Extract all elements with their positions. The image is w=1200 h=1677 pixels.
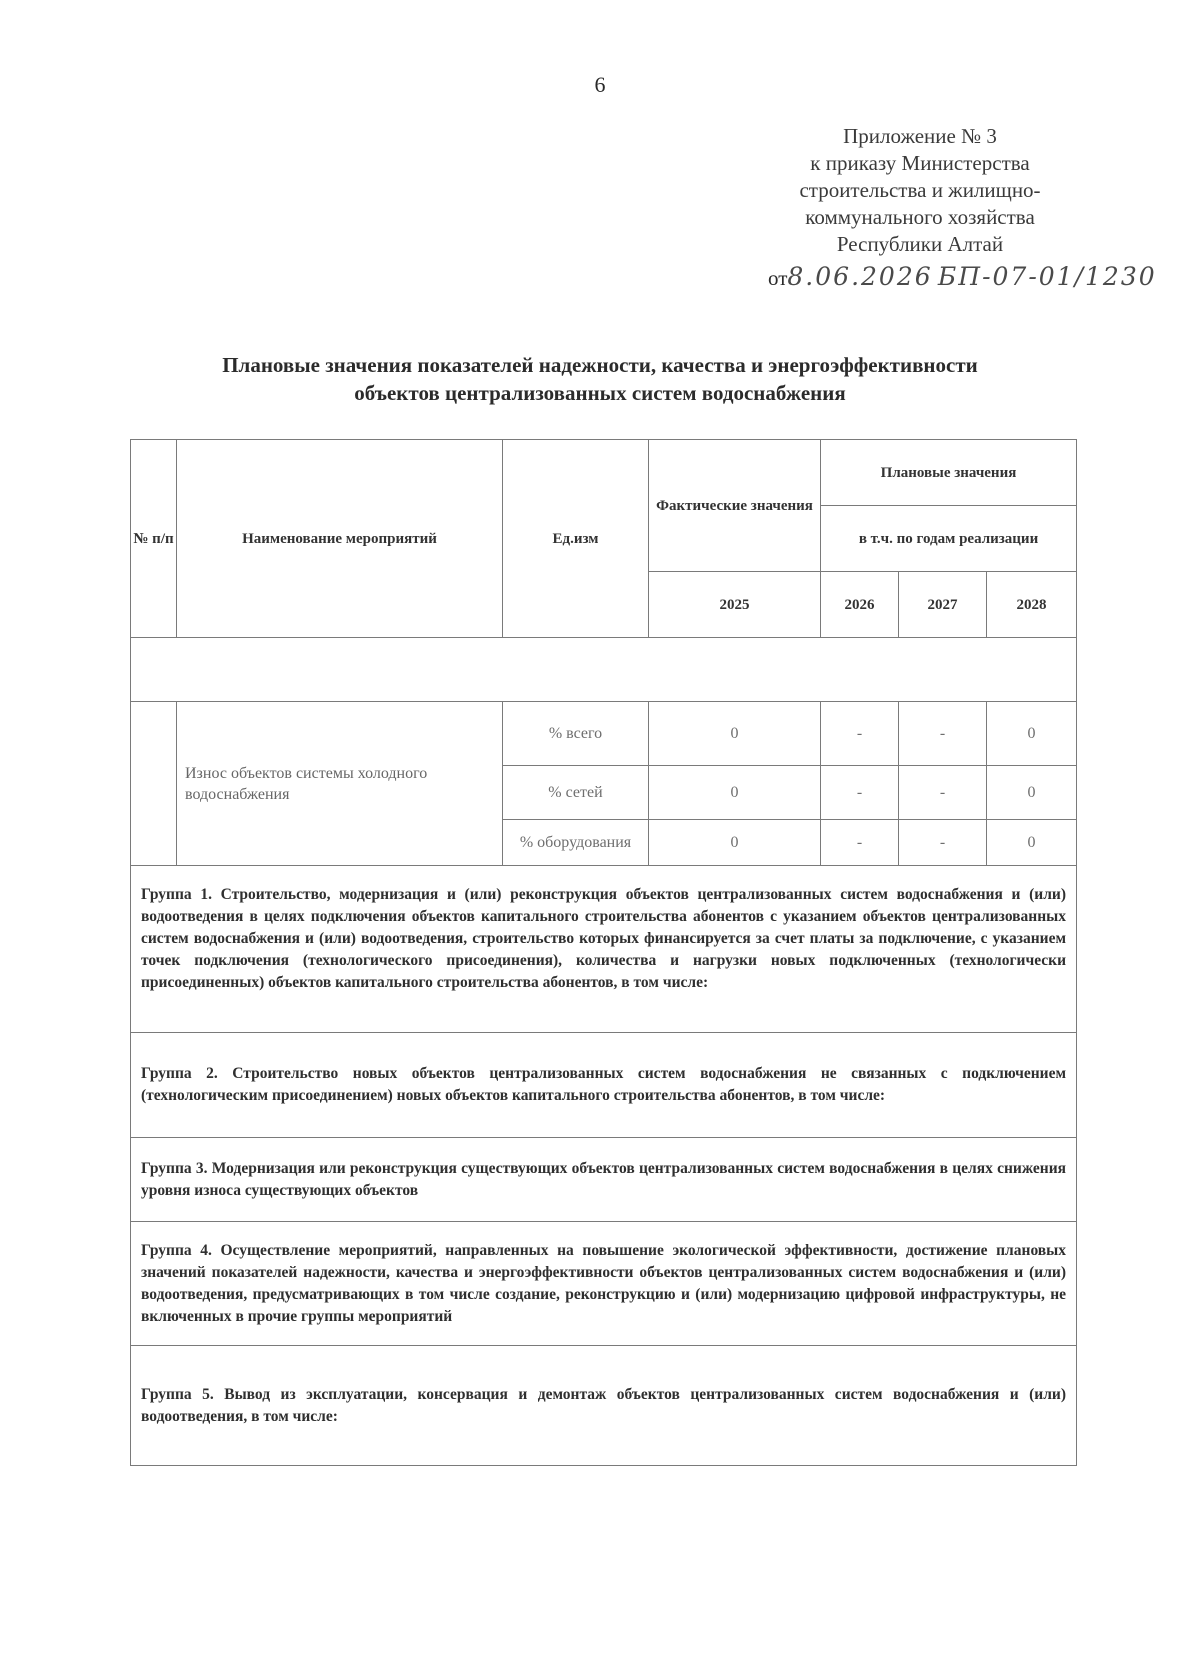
header-year-2028: 2028 bbox=[987, 572, 1077, 638]
group-row-4 bbox=[131, 1222, 1077, 1346]
plan-table bbox=[130, 439, 1077, 1466]
page-number: 6 bbox=[594, 72, 606, 97]
group-1-text: Группа 1. Строительство, модернизация и (или) реконструкция объектов централизованных систем водоснабжения и (или) водоотведения в целях подключения объектов капитального строительства абонентов с указанием объектов централизованных систем водоснабжения и (или) водоотведения, строительство которых финансируется за счет платы за подключение, с указанием точек подключения (технологического присоединения), количества и нагрузки новых подключенных (технологически присоединенных) объектов капитального строительства абонентов, в том числе: bbox=[141, 886, 1067, 991]
group-row-3 bbox=[131, 1138, 1077, 1222]
header-name: Наименование мероприятий bbox=[177, 440, 503, 638]
date-prefix: от bbox=[768, 266, 788, 290]
annex-line: Приложение № 3 bbox=[843, 124, 997, 148]
indicator-value-2028: 0 bbox=[987, 766, 1077, 820]
indicator-num-cell bbox=[131, 702, 177, 866]
header-actual: Фактические значения bbox=[649, 440, 821, 572]
indicator-unit: % сетей bbox=[503, 766, 649, 820]
annex-line: Республики Алтай bbox=[836, 232, 1004, 256]
document-title bbox=[100, 351, 1100, 407]
indicator-value-2025: 0 bbox=[649, 766, 821, 820]
handwritten-date: 8.06.2026 bbox=[787, 262, 933, 291]
indicator-value-2026: - bbox=[821, 702, 899, 766]
indicator-value-2026: - bbox=[821, 766, 899, 820]
indicator-value-2025: 0 bbox=[649, 702, 821, 766]
indicator-value-2028: 0 bbox=[987, 702, 1077, 766]
group-2-text: Группа 2. Строительство новых объектов централизованных систем водоснабжения не связанных с подключением (технологическим присоединением) новых объектов капитального строительства абонентов, в том числе: bbox=[141, 1065, 1067, 1104]
group-row-1 bbox=[131, 866, 1077, 1033]
annex-block bbox=[740, 123, 1100, 258]
annex-date-line bbox=[768, 262, 1157, 291]
annex-line: строительства и жилищно- bbox=[799, 178, 1041, 202]
annex-line: коммунального хозяйства bbox=[805, 205, 1035, 229]
header-year-2026: 2026 bbox=[821, 572, 899, 638]
group-3-text: Группа 3. Модернизация или реконструкция существующих объектов централизованных систем водоснабжения в целях снижения уровня износа существующих объектов bbox=[141, 1159, 1067, 1199]
title-line-1: Плановые значения показателей надежности, качества и энергоэффективности bbox=[222, 353, 978, 377]
indicator-unit: % оборудования bbox=[503, 820, 649, 866]
indicator-value-2027: - bbox=[899, 702, 987, 766]
handwritten-order-number: БП-07-01/1230 bbox=[937, 262, 1157, 291]
header-by-years: в т.ч. по годам реализации bbox=[821, 506, 1077, 572]
group-row-5 bbox=[131, 1346, 1077, 1466]
header-num: № п/п bbox=[131, 440, 177, 638]
annex-line: к приказу Министерства bbox=[810, 151, 1030, 175]
group-row-2 bbox=[131, 1033, 1077, 1138]
indicator-value-2026: - bbox=[821, 820, 899, 866]
header-unit: Ед.изм bbox=[503, 440, 649, 638]
header-planned: Плановые значения bbox=[821, 440, 1077, 506]
group-4-text: Группа 4. Осуществление мероприятий, направленных на повышение экологической эффективности, достижение плановых значений показателей надежности, качества и энергоэффективности объектов централизованных систем водоснабжения и (или) водоотведения, предусматривающих в том числе создание, реконструкцию и (или) модернизацию цифровой инфраструктуры, не включенных в прочие группы мероприятий bbox=[141, 1241, 1067, 1325]
indicator-name: Износ объектов системы холодного водоснабжения bbox=[177, 702, 503, 866]
header-year-2027: 2027 bbox=[899, 572, 987, 638]
group-5-text: Группа 5. Вывод из эксплуатации, консервация и демонтаж объектов централизованных систем водоснабжения и (или) водоотведения, в том числе: bbox=[141, 1385, 1067, 1425]
indicator-value-2025: 0 bbox=[649, 820, 821, 866]
indicator-value-2028: 0 bbox=[987, 820, 1077, 866]
title-line-2: объектов централизованных систем водоснабжения bbox=[354, 381, 846, 405]
empty-section-row bbox=[131, 638, 1077, 702]
indicator-unit: % всего bbox=[503, 702, 649, 766]
header-year-2025: 2025 bbox=[649, 572, 821, 638]
indicator-value-2027: - bbox=[899, 766, 987, 820]
indicator-value-2027: - bbox=[899, 820, 987, 866]
